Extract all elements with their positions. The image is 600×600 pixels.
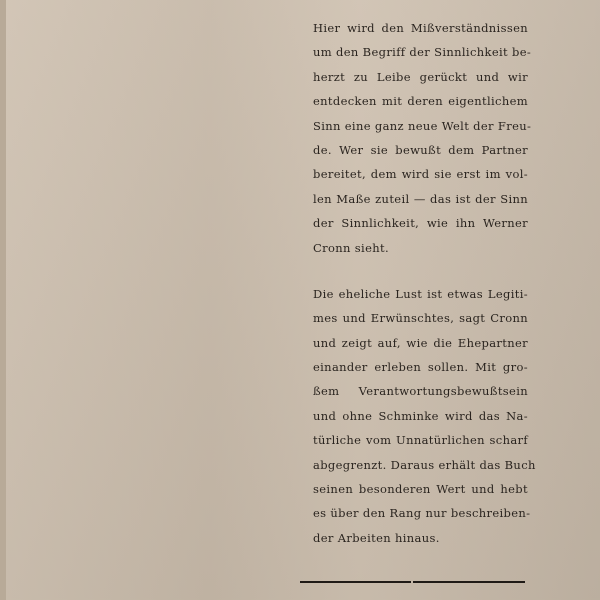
text-line: es über den Rang nur beschreiben- bbox=[313, 506, 531, 521]
text-line: bereitet, dem wird sie erst im vol- bbox=[313, 167, 528, 182]
text-line: und zeigt auf, wie die Ehepartner bbox=[313, 335, 528, 350]
text-line: Sinn eine ganz neue Welt der Freu- bbox=[313, 118, 532, 133]
footer-rule-right bbox=[413, 581, 525, 583]
footer-rule-left bbox=[300, 581, 411, 583]
paragraph-1 bbox=[313, 16, 532, 260]
text-block bbox=[313, 16, 536, 550]
text-line: der Arbeiten hinaus. bbox=[313, 530, 440, 545]
text-line: türliche vom Unnatürlichen scharf bbox=[313, 433, 528, 448]
text-line: herzt zu Leibe gerückt und wir bbox=[313, 69, 528, 84]
text-line: der Sinnlichkeit, wie ihn Werner bbox=[313, 216, 528, 231]
page-edge bbox=[0, 0, 6, 600]
text-line: mes und Erwünschtes, sagt Cronn bbox=[313, 311, 528, 326]
text-line: len Maße zuteil — das ist der Sinn bbox=[313, 191, 528, 206]
text-line: ßem Verantwortungsbewußtsein bbox=[313, 384, 528, 399]
text-line: abgegrenzt. Daraus erhält das Buch bbox=[313, 457, 536, 472]
text-line: de. Wer sie bewußt dem Partner bbox=[313, 142, 528, 157]
text-line: um den Begriff der Sinnlichkeit be- bbox=[313, 45, 532, 60]
text-line: einander erleben sollen. Mit gro- bbox=[313, 360, 528, 375]
text-line: entdecken mit deren eigentlichem bbox=[313, 94, 528, 109]
text-line: Die eheliche Lust ist etwas Legiti- bbox=[313, 286, 528, 301]
paragraph-2 bbox=[313, 282, 536, 550]
text-line: und ohne Schminke wird das Na- bbox=[313, 408, 528, 423]
text-line: Hier wird den Mißverständnissen bbox=[313, 21, 528, 35]
text-line: Cronn sieht. bbox=[313, 240, 389, 255]
text-line: seinen besonderen Wert und hebt bbox=[313, 482, 528, 497]
